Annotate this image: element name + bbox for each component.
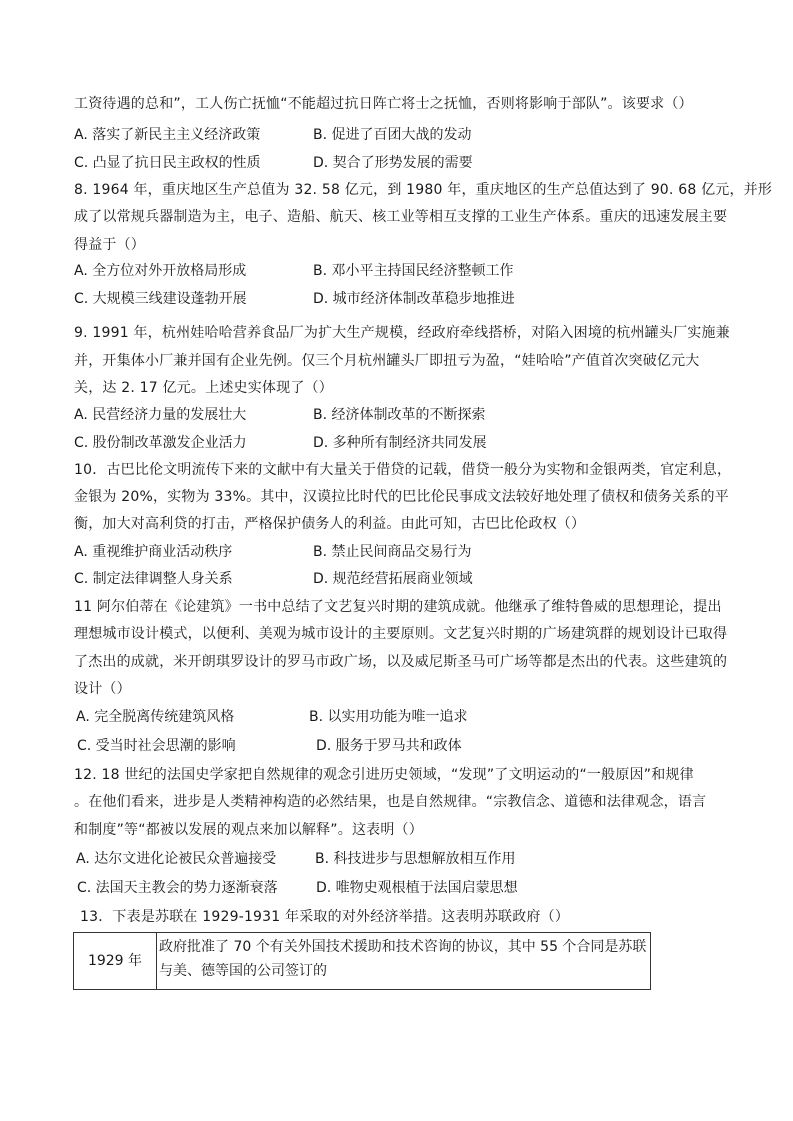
q10-option-b: B. 禁止民间商品交易行为	[313, 544, 472, 560]
q11-stem-line-3: 了杰出的成就，米开朗琪罗设计的罗马市政广场，以及威尼斯圣马可广场等都是杰出的代表。这些建筑的	[74, 654, 728, 670]
q9-option-c: C. 股份制改革激发企业活力	[74, 435, 247, 451]
q10-stem-line-3: 衡，加大对高利贷的打击，严格保护债务人的利益。由此可知，古巴比伦政权（）	[74, 516, 586, 532]
q9-stem-line-1: 9. 1991 年，杭州娃哈哈营养食品厂为扩大生产规模，经政府牵线搭桥，对陷入困境的杭州罐头厂实施兼	[74, 325, 730, 341]
q13-table	[73, 932, 651, 990]
q10-stem-line-2: 金银为 20%，实物为 33%。其中，汉谟拉比时代的巴比伦民事成文法较好地处理了债权和债务关系的平	[74, 489, 729, 505]
q8-stem-line-1: 8. 1964 年，重庆地区生产总值为 32. 58 亿元，到 1980 年，重庆地区的生产总值达到了 90. 68 亿元，并形	[74, 182, 773, 198]
q8-stem-line-2: 成了以常规兵器制造为主，电子、造船、航天、核工业等相互支撑的工业生产体系。重庆的迅速发展主要	[74, 209, 728, 225]
table-cell-desc: 政府批准了 70 个有关外国技术援助和技术咨询的协议，其中 55 个合同是苏联与美、德等国的公司签订的	[157, 933, 651, 990]
q10-stem-line-1: 10．古巴比伦文明流传下来的文献中有大量关于借贷的记载，借贷一般分为实物和金银两类，官定利息，	[74, 462, 732, 478]
q12-stem-line-3: 和制度”等“都被以发展的观点来加以解释”。这表明（）	[74, 822, 423, 838]
q10-option-a: A. 重视维护商业活动秩序	[74, 544, 233, 560]
q10-option-c: C. 制定法律调整人身关系	[74, 571, 233, 587]
q13-stem: 13．下表是苏联在 1929-1931 年采取的对外经济举措。这表明苏联政府（）	[80, 909, 570, 925]
q7-stem-tail: 工资待遇的总和”，工人伤亡抚恤“不能超过抗日阵亡将士之抚恤，否则将影响于部队”。该要求（）	[74, 96, 693, 112]
q10-option-d: D. 规范经营拓展商业领域	[313, 571, 473, 587]
q11-option-a: A. 完全脱离传统建筑风格	[76, 709, 235, 725]
q12-option-b: B. 科技进步与思想解放相互作用	[315, 851, 516, 867]
q7-option-c: C. 凸显了抗日民主政权的性质	[74, 155, 261, 171]
q9-option-b: B. 经济体制改革的不断探索	[313, 407, 486, 423]
q12-option-d: D. 唯物史观根植于法国启蒙思想	[316, 880, 518, 896]
q12-option-a: A. 达尔文进化论被民众普遍接受	[76, 851, 277, 867]
q8-option-d: D. 城市经济体制改革稳步地推进	[313, 291, 515, 307]
q7-option-d: D. 契合了形势发展的需要	[313, 155, 473, 171]
q8-option-c: C. 大规模三线建设蓬勃开展	[74, 291, 247, 307]
q11-stem-line-1: 11 阿尔伯蒂在《论建筑》一书中总结了文艺复兴时期的建筑成就。他继承了维特鲁威的思想理论，提出	[74, 599, 722, 615]
q11-stem-line-4: 设计（）	[74, 681, 131, 697]
q8-option-a: A. 全方位对外开放格局形成	[74, 263, 247, 279]
q9-option-a: A. 民营经济力量的发展壮大	[74, 407, 247, 423]
q7-option-b: B. 促进了百团大战的发动	[313, 127, 472, 143]
q11-option-d: D. 服务于罗马共和政体	[316, 738, 462, 754]
q7-option-a: A. 落实了新民主主义经济政策	[74, 127, 261, 143]
q8-stem-line-3: 得益于（）	[74, 237, 145, 253]
q11-option-b: B. 以实用功能为唯一追求	[309, 709, 468, 725]
q8-option-b: B. 邓小平主持国民经济整顿工作	[313, 263, 514, 279]
q9-option-d: D. 多种所有制经济共同发展	[313, 435, 487, 451]
q12-stem-line-2: 。在他们看来，进步是人类精神构造的必然结果，也是自然规律。“宗教信念、道德和法律观念，语言	[74, 794, 707, 810]
q9-stem-line-2: 并，开集体小厂兼并国有企业先例。仅三个月杭州罐头厂即扭亏为盈，“娃哈哈”产值首次突破亿元大	[74, 353, 700, 369]
q11-stem-line-2: 理想城市设计模式，以便利、美观为城市设计的主要原则。文艺复兴时期的广场建筑群的规划设计已取得	[74, 626, 728, 642]
q12-stem-line-1: 12. 18 世纪的法国史学家把自然规律的观念引进历史领域，“发现”了文明运动的“一般原因”和规律	[74, 767, 694, 783]
table-row	[74, 933, 651, 990]
q9-stem-line-3: 关，达 2. 17 亿元。上述史实体现了（）	[74, 380, 333, 396]
table-cell-year: 1929 年	[74, 933, 157, 990]
q11-option-c: C. 受当时社会思潮的影响	[77, 738, 236, 754]
q12-option-c: C. 法国天主教会的势力逐渐衰落	[77, 880, 278, 896]
